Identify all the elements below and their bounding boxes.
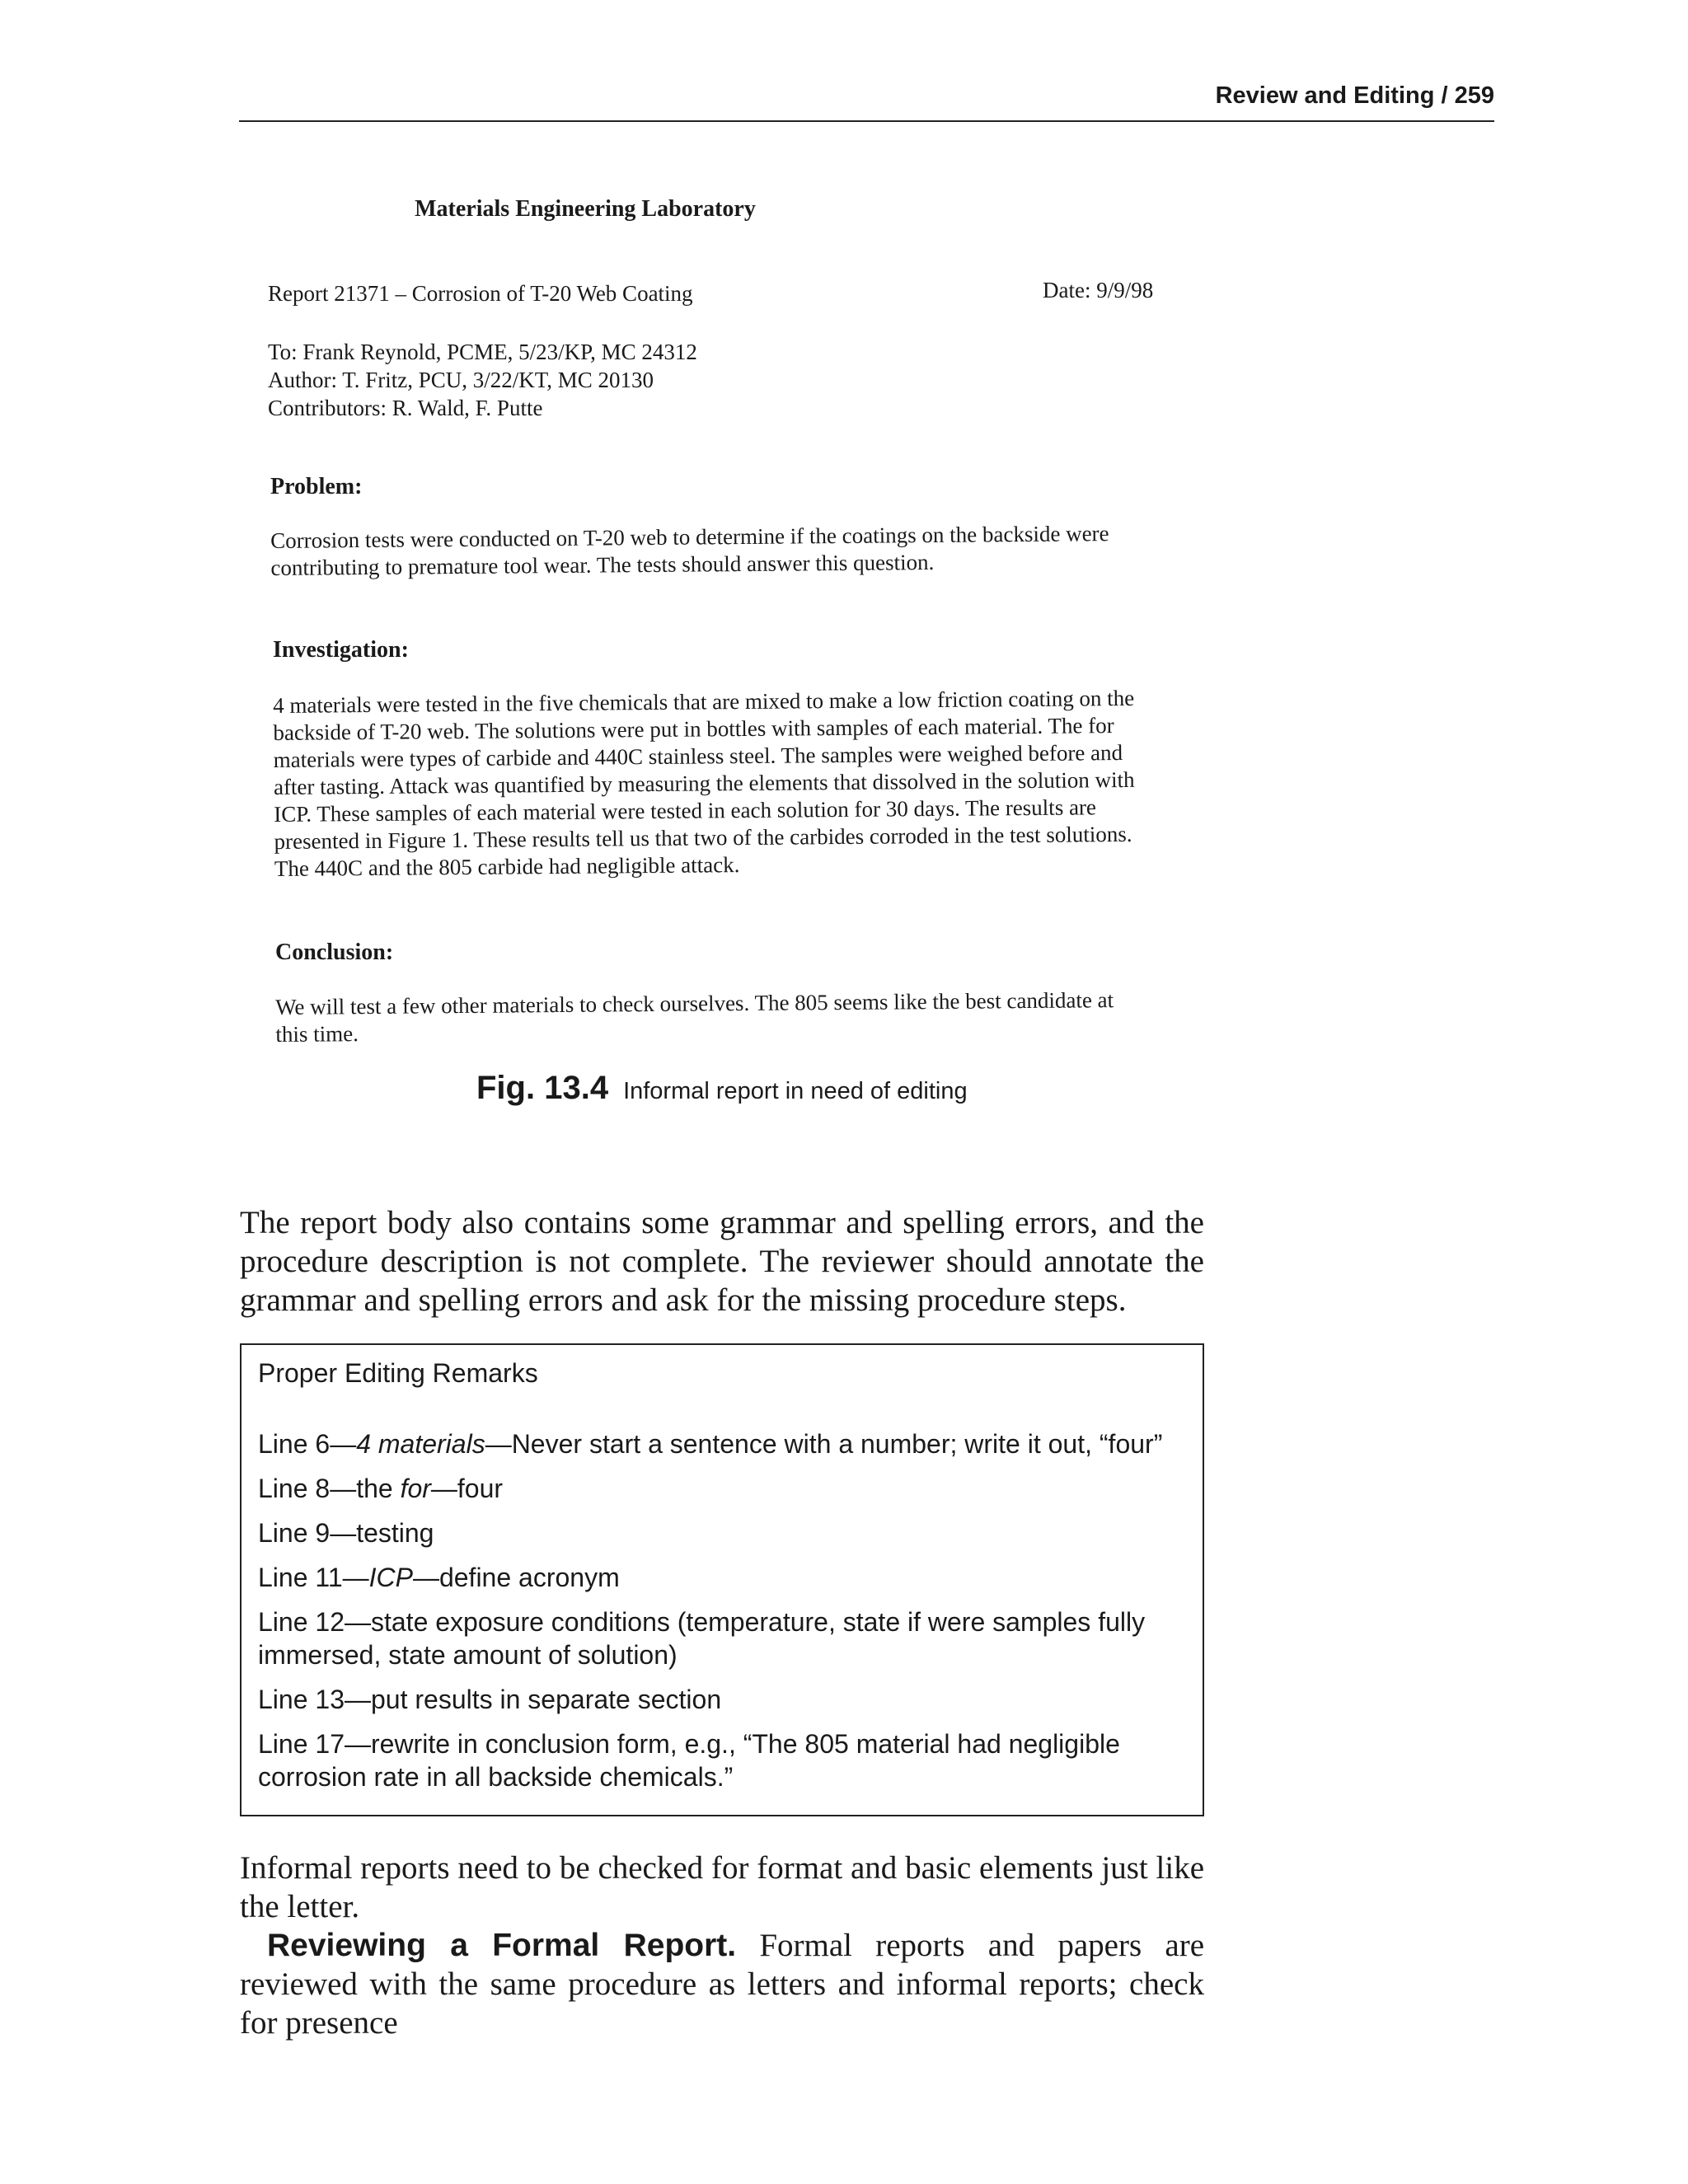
running-head-text: Review and Editing / 259 (1215, 82, 1494, 109)
memo-conclusion-body (275, 986, 1232, 1048)
memo-date: Date: 9/9/98 (1043, 278, 1154, 302)
body-paragraph (240, 1926, 1204, 2042)
memo-problem-heading: Problem: (270, 474, 363, 499)
memo-investigation-heading: Investigation: (273, 637, 409, 663)
memo-line: ICP. These samples of each material were tested in each solution for 30 days. The results are (274, 794, 1097, 827)
memo-line: We will test a few other materials to check ourselves. The 805 seems like the best candidate at (275, 987, 1114, 1019)
memo-line: The 440C and the 805 carbide had negligible attack. (274, 852, 740, 881)
memo-line: contributing to premature tool wear. The tests should answer this question. (270, 549, 935, 580)
memo-lab-title: Materials Engineering Laboratory (415, 196, 756, 222)
editing-remark (258, 1683, 1181, 1716)
editing-remark (258, 1605, 1181, 1671)
remark-text: —define acronym (412, 1563, 620, 1592)
body-paragraph: Informal reports need to be checked for format and basic elements just like the letter. (240, 1850, 1204, 1924)
remark-text: Line 6— (258, 1429, 357, 1459)
memo-report-line: Report 21371 – Corrosion of T-20 Web Coating (268, 281, 693, 306)
memo-line: this time. (275, 1021, 359, 1047)
remark-italic: 4 materials (356, 1429, 485, 1459)
remark-italic: for (400, 1474, 431, 1503)
body-paragraph: The report body also contains some grammar and spelling errors, and the procedure description is not complete. The reviewer should annotate the grammar and spelling errors and ask for the missing procedure steps. (240, 1205, 1204, 1318)
remark-text: Line 13—put results in separate section (258, 1685, 722, 1714)
run-in-heading: Reviewing a Formal Report. (267, 1928, 737, 1963)
remark-text: Line 9—testing (258, 1518, 434, 1548)
editing-remark (258, 1472, 1181, 1505)
editing-remark (258, 1427, 1181, 1460)
remark-text: Line 17—rewrite in conclusion form, e.g., “The 805 material had negligible corrosion rate in all backside chemicals.” (258, 1729, 1120, 1792)
memo-line: materials were types of carbide and 440C stainless steel. The samples were weighed before and (273, 740, 1123, 772)
memo-line: after tasting. Attack was quantified by measuring the elements that dissolved in the solution with (273, 766, 1135, 799)
remark-text: Line 12—state exposure conditions (temperature, state if were samples fully immersed, state amount of solution) (258, 1607, 1146, 1670)
editing-remark (258, 1516, 1181, 1549)
editing-remark (258, 1727, 1181, 1793)
memo-investigation-body (273, 684, 1231, 883)
editing-remark (258, 1561, 1181, 1594)
memo-contributors: Contributors: R. Wald, F. Putte (268, 396, 543, 420)
remark-italic: ICP (368, 1563, 413, 1592)
memo-line: Corrosion tests were conducted on T-20 web to determine if the coatings on the backside were (270, 521, 1109, 553)
remark-text: Line 8—the (258, 1474, 401, 1503)
remark-text: Line 11— (258, 1563, 369, 1592)
memo-problem-body (270, 519, 1227, 582)
figure-caption-label: Fig. 13.4 (476, 1070, 609, 1106)
memo-line: presented in Figure 1. These results tell us that two of the carbides corroded in the test solutions. (274, 821, 1132, 854)
figure-caption (476, 1070, 968, 1107)
remark-text: —Never start a sentence with a number; write it out, “four” (485, 1429, 1163, 1459)
memo-line: backside of T-20 web. The solutions were put in bottles with samples of each material. The for (273, 713, 1114, 745)
running-head (239, 82, 1494, 122)
memo-conclusion-heading: Conclusion: (275, 940, 394, 965)
paragraph-text: Formal reports and papers are reviewed with the same procedure as letters and informal reports; check for presence (240, 1928, 1204, 2041)
remark-text: —four (430, 1474, 504, 1503)
memo-to: To: Frank Reynold, PCME, 5/23/KP, MC 24312 (268, 340, 697, 364)
editing-remarks-title: Proper Editing Remarks (258, 1358, 538, 1388)
memo-author: Author: T. Fritz, PCU, 3/22/KT, MC 20130 (268, 368, 654, 392)
memo-line: 4 materials were tested in the five chemicals that are mixed to make a low friction coating on the (273, 685, 1135, 718)
figure-caption-text: Informal report in need of editing (623, 1078, 968, 1104)
